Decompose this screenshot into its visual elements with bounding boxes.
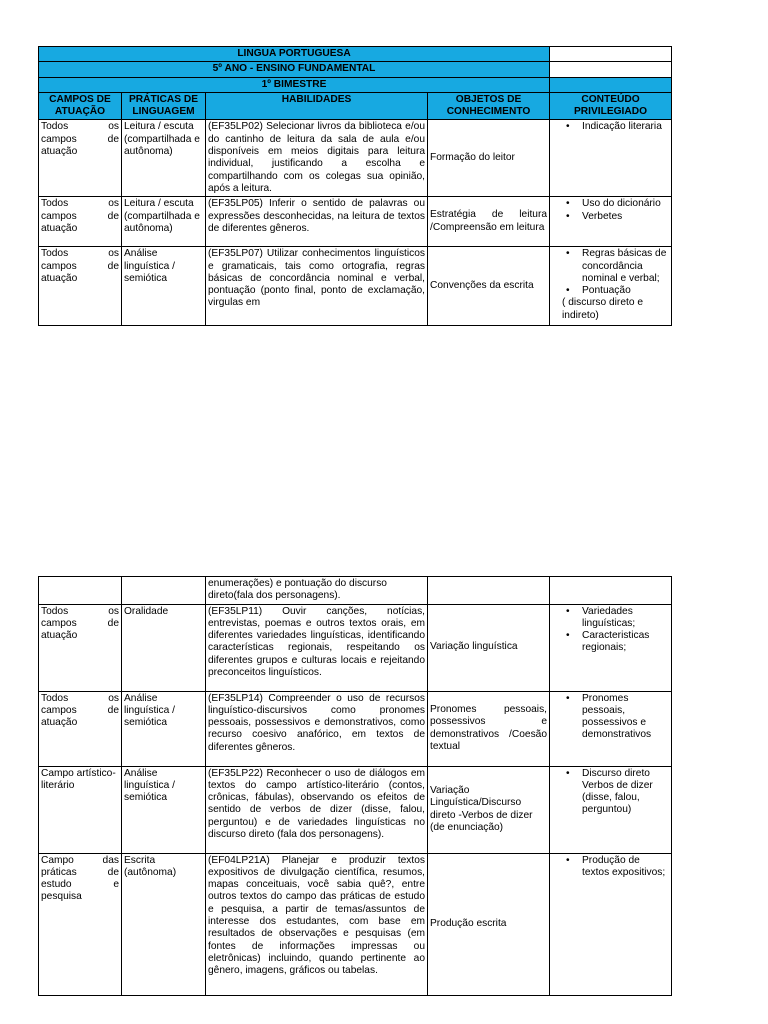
cell-objetos: Variação linguística [428,604,550,691]
col-header-habilidades: HABILIDADES [206,92,428,120]
content-extra: ( discurso direto e indireto) [562,297,643,321]
list-item: • Pronomes pessoais, possessivos e demonstrativos [566,692,652,741]
cell-habilidades: enumerações) e pontuação do discurso direto(fala dos personagens). [206,577,428,605]
list-item: • Uso do dicionário [566,198,661,210]
content-list [552,198,669,223]
cell-praticas [122,577,206,605]
cell-praticas: Escrita (autônoma) [122,853,206,995]
content-list [552,693,669,742]
cell-conteudo [550,197,672,247]
cell-praticas: Leitura / escuta (compartilhada e autônoma) [122,120,206,197]
list-item: • Variedades linguísticas; [566,605,636,629]
cell-conteudo [550,691,672,766]
cell-habilidades: (EF04LP21A) Planejar e produzir textos expositivos de divulgação científica, resumos, mapas conceituais, você sabia quê?, entre outros textos do campo das práticas de estudo e pesquisa, a partir de temas/assuntos de interesse dos estudantes, com base em resultados de observações e pesquisas (em fontes de informações impressas ou eletrônicas) incluindo, quando pertinente ao gênero, imagens, gráficos ou tabelas. [206,853,428,995]
col-header-praticas: PRÁTICAS DE LINGUAGEM [122,92,206,120]
cell-praticas: Oralidade [122,604,206,691]
col-header-conteudo: CONTEÚDO PRIVILEGIADO [550,92,672,120]
cell-objetos: Formação do leitor [428,120,550,197]
cell-habilidades: (EF35LP14) Compreender o uso de recursos linguístico-discursivos como pronomes pessoais, possessivos e demonstrativos, como recurso coesivo anafórico, em textos de diferentes gêneros. [206,691,428,766]
cell-conteudo [550,853,672,995]
list-item: • Indicação literaria [566,121,662,133]
table-row [39,766,672,853]
bullet-icon: • [566,248,570,260]
bullet-icon: • [566,285,570,297]
header-blank-cell [550,62,672,77]
bullet-icon: • [566,121,570,133]
content-list [552,121,669,133]
cell-objetos: Variação Linguística/Discurso direto -Verbos de dizer (de enunciação) [428,766,550,853]
bullet-icon: • [566,692,570,704]
bullet-icon: • [566,210,570,222]
cell-objetos [428,577,550,605]
cell-objetos: Estratégia de leitura /Compreensão em leitura [428,197,550,247]
bullet-icon: • [566,605,570,617]
cell-praticas: Análise linguística / semiótica [122,691,206,766]
cell-campos [39,577,122,605]
cell-campos: Campo artístico-literário [39,766,122,853]
content-list [552,248,669,297]
header-blank-cell [550,77,672,92]
cell-campos: Todos os campos de atuação [39,120,122,197]
cell-habilidades: (EF35LP11) Ouvir canções, notícias, entrevistas, poemas e outros textos orais, em diferentes variedades linguísticas, identificando características regionais, respeitando os diferentes grupos e culturas locais e rejeitando preconceitos linguísticos. [206,604,428,691]
subject-title: LINGUA PORTUGUESA [39,47,550,62]
content-list [552,606,669,655]
cell-habilidades: (EF35LP05) Inferir o sentido de palavras ou expressões desconhecidas, na leitura de textos de diferentes gêneros. [206,197,428,247]
table-row [39,853,672,995]
cell-praticas: Análise linguística / semiótica [122,766,206,853]
list-item: • Produção de textos expositivos; [566,854,666,878]
term-title: 1º BIMESTRE [39,77,550,92]
cell-campos: Todos os campos de atuação [39,691,122,766]
cell-habilidades: (EF35LP02) Selecionar livros da biblioteca e/ou do cantinho de leitura da sala de aula e/ou disponíveis em meios digitais para leitura individual, justificando a escolha e compartilhando com os colegas sua opinião, após a leitura. [206,120,428,197]
table-row [39,120,672,197]
curriculum-table-page1 [38,46,672,326]
cell-praticas: Leitura / escuta (compartilhada e autônoma) [122,197,206,247]
col-header-campos: CAMPOS DE ATUAÇÃO [39,92,122,120]
cell-conteudo [550,604,672,691]
content-list [552,768,669,817]
bullet-icon: • [566,630,570,642]
cell-conteudo [550,766,672,853]
list-item: • Verbetes [566,210,623,222]
cell-objetos: Convenções da escrita [428,247,550,326]
table-row [39,691,672,766]
cell-conteudo [550,247,672,326]
list-item: • Regras básicas de concordância nominal e verbal; [566,248,667,284]
table-row [39,197,672,247]
table-row [39,247,672,326]
header-blank-cell [550,47,672,62]
cell-objetos: Produção escrita [428,853,550,995]
bullet-icon: • [566,767,570,779]
col-header-objetos: OBJETOS DE CONHECIMENTO [428,92,550,120]
cell-conteudo [550,577,672,605]
cell-conteudo [550,120,672,197]
list-item: • Caracteristicas regionais; [566,630,650,654]
grade-title: 5º ANO - ENSINO FUNDAMENTAL [39,62,550,77]
cell-habilidades: (EF35LP07) Utilizar conhecimentos linguísticos e gramaticais, tais como ortografia, regras básicas de concordância nominal e verbal, pontuação (ponto final, ponto de exclamação, virgulas em [206,247,428,326]
bullet-icon: • [566,854,570,866]
bullet-icon: • [566,198,570,210]
cell-objetos: Pronomes pessoais, possessivos e demonstrativos /Coesão textual [428,691,550,766]
cell-campos: Todos os campos de atuação [39,247,122,326]
table-row [39,604,672,691]
cell-campos: Campo das práticas de estudo e pesquisa [39,853,122,995]
content-list [552,855,669,880]
cell-campos: Todos os campos de atuação [39,604,122,691]
list-item: • Pontuação [566,285,631,297]
curriculum-table-page2 [38,576,672,996]
cell-campos: Todos os campos de atuação [39,197,122,247]
cell-praticas: Análise linguística / semiótica [122,247,206,326]
list-item: • Discurso direto Verbos de dizer (disse, falou, perguntou) [566,767,653,816]
table-row [39,577,672,605]
cell-habilidades: (EF35LP22) Reconhecer o uso de diálogos em textos do campo artístico-literário (contos, crônicas, fábulas), observando os efeitos de sentido de verbos de dizer (disse, falou, perguntou) e de variedades linguísticas no discurso direto (fala dos personagens). [206,766,428,853]
